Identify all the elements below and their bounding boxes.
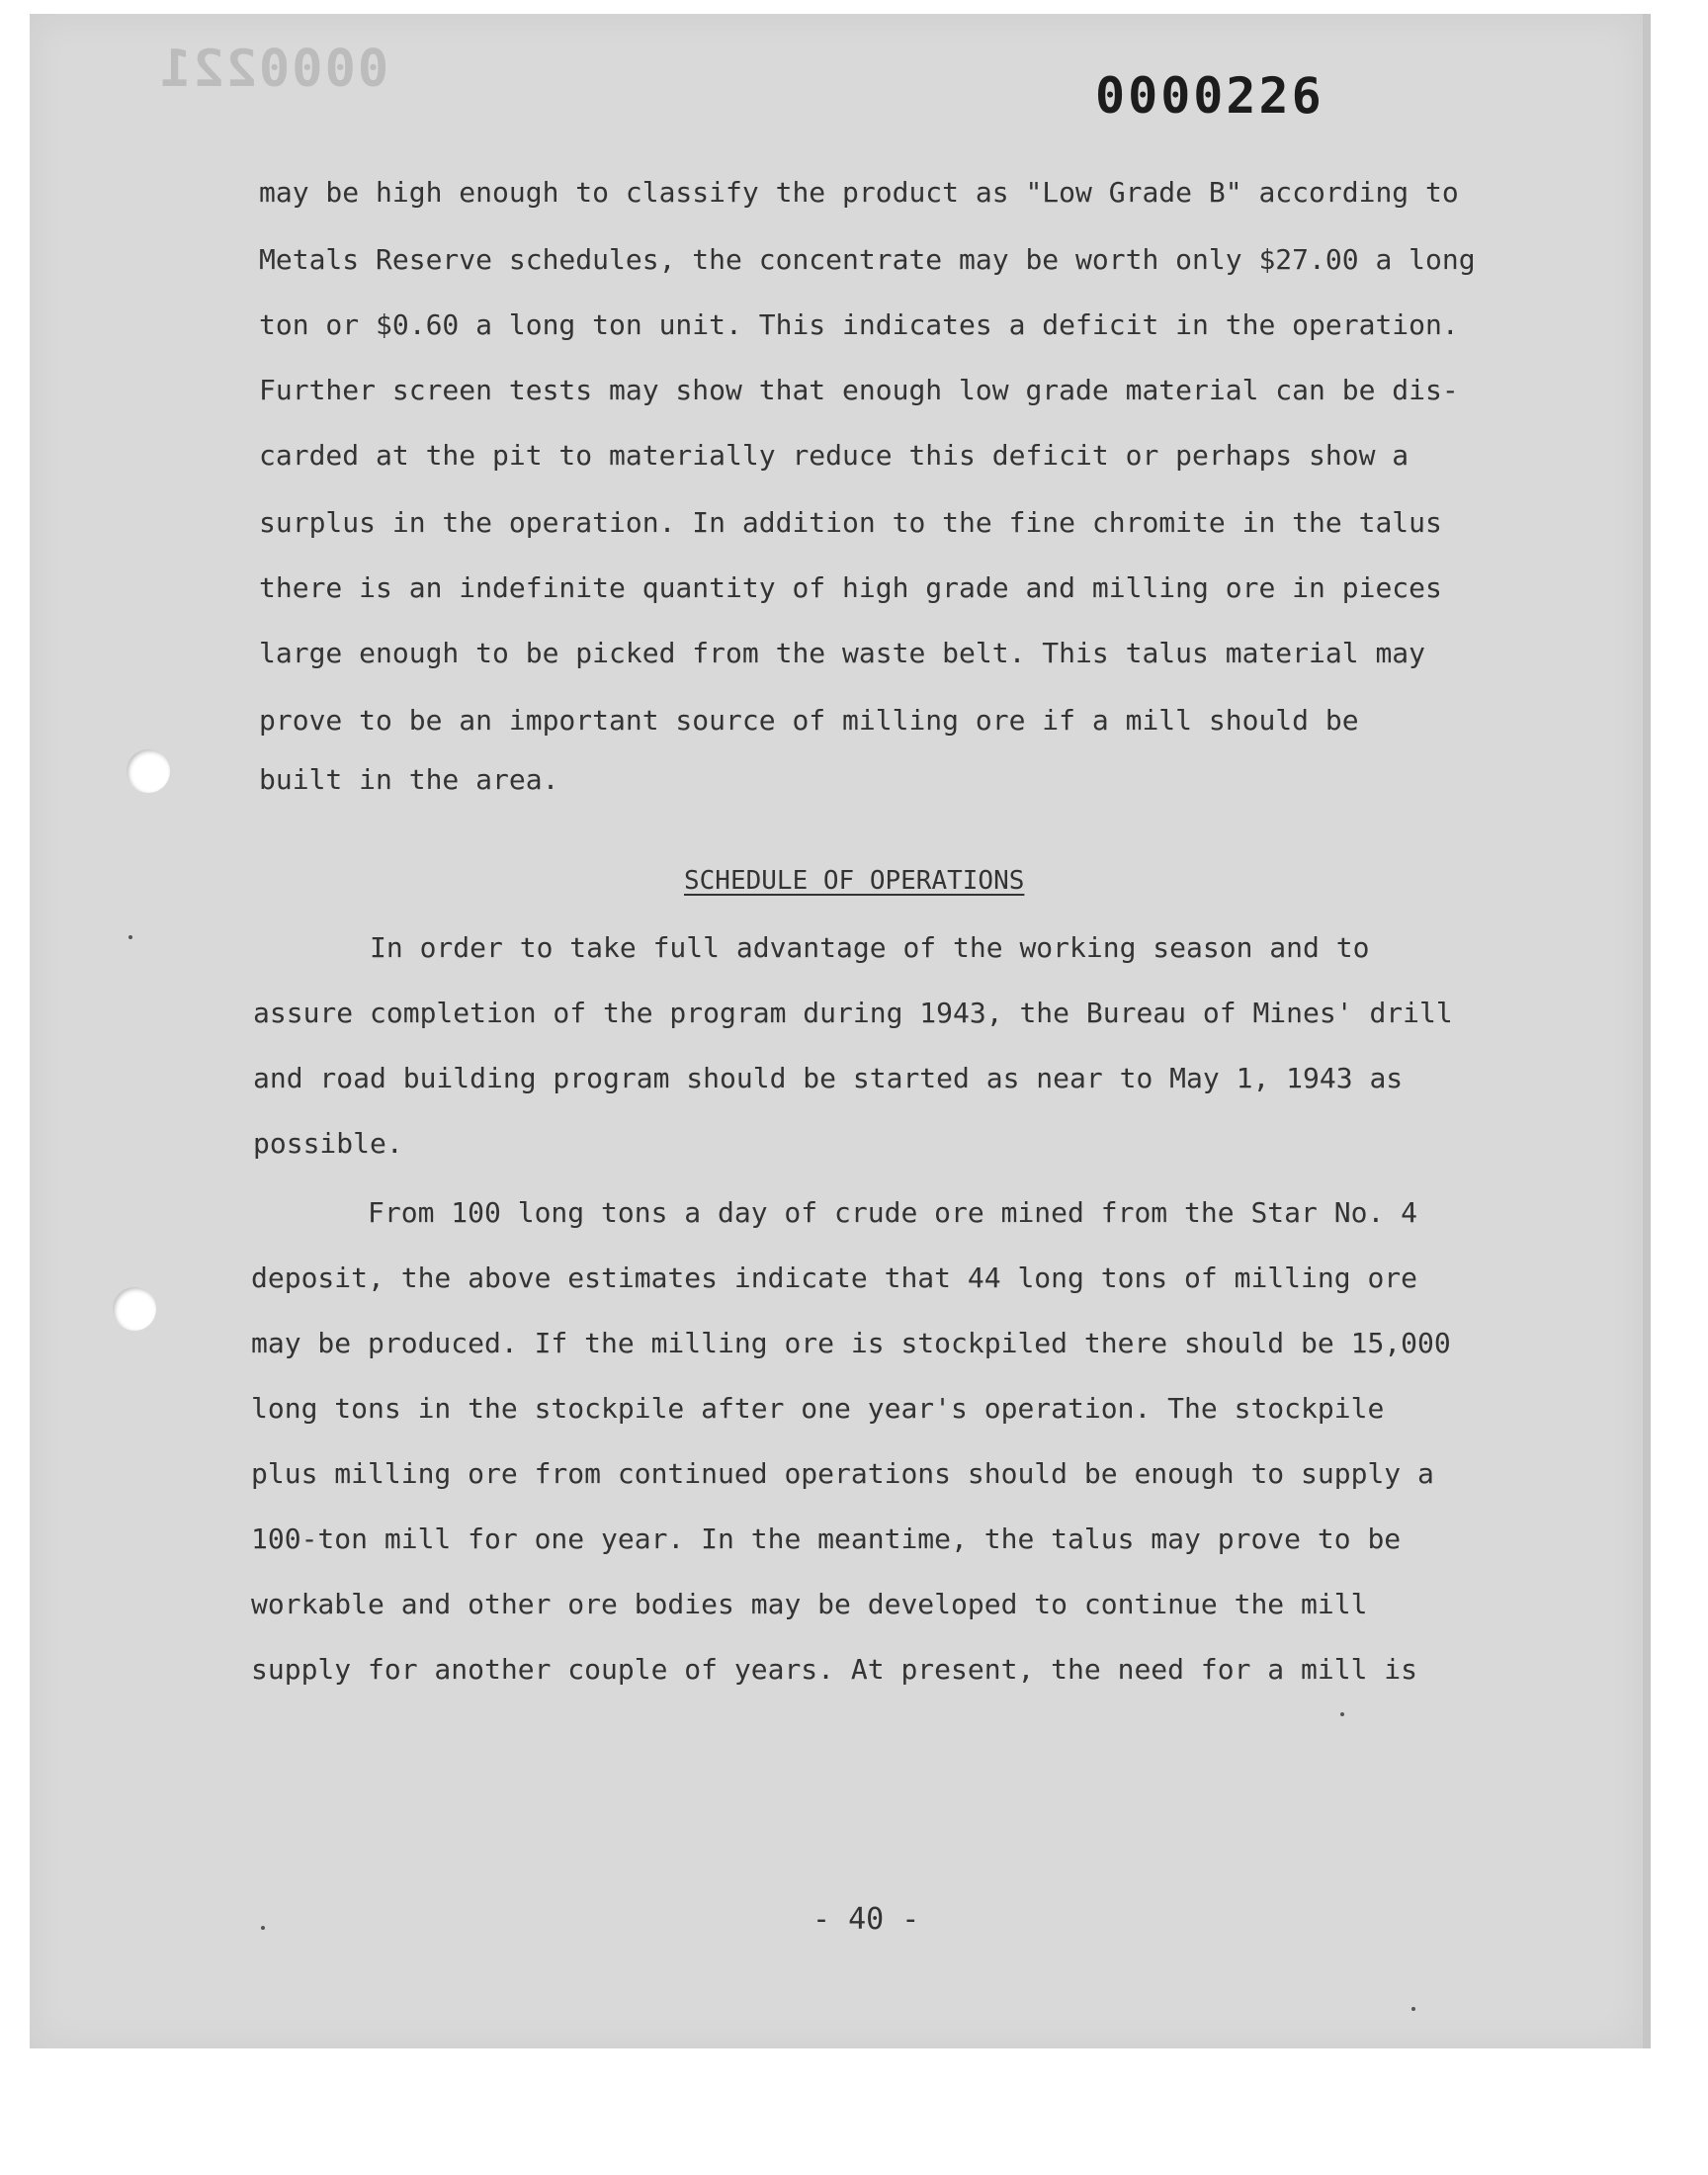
section-heading: SCHEDULE OF OPERATIONS [684,866,1025,896]
page-number: - 40 - [812,1902,920,1937]
bleed-through-number: 0000221 [158,40,389,99]
paragraph-2-line: and road building program should be started as near to May 1, 1943 as [253,1062,1404,1094]
paragraph-1-line: surplus in the operation. In addition to the fine chromite in the talus [259,506,1442,539]
paragraph-3-line: 100-ton mill for one year. In the meantime, the talus may prove to be [251,1522,1402,1555]
paragraph-3-line: deposit, the above estimates indicate that 44 long tons of milling ore [251,1262,1418,1294]
paragraph-2-line: In order to take full advantage of the working season and to [370,931,1370,964]
scan-speck [1411,2007,1415,2011]
paragraph-1-line: carded at the pit to materially reduce this deficit or perhaps show a [259,439,1409,472]
paragraph-1-line: Further screen tests may show that enough low grade material can be dis- [259,374,1459,406]
paragraph-1-line: may be high enough to classify the product as "Low Grade B" according to [259,176,1459,209]
paragraph-1-line: ton or $0.60 a long ton unit. This indicates a deficit in the operation. [259,308,1459,341]
paragraph-2-line: possible. [253,1127,403,1160]
paragraph-2-line: assure completion of the program during 1943, the Bureau of Mines' drill [253,997,1453,1029]
scan-speck [1340,1712,1344,1716]
paragraph-3-line: workable and other ore bodies may be developed to continue the mill [251,1588,1368,1620]
paragraph-1-line: built in the area. [259,763,559,796]
paragraph-1-line: Metals Reserve schedules, the concentrate may be worth only $27.00 a long [259,243,1476,276]
paragraph-1-line: large enough to be picked from the waste belt. This talus material may [259,637,1426,669]
paragraph-3-line: supply for another couple of years. At present, the need for a mill is [251,1653,1418,1686]
paragraph-1-line: prove to be an important source of milling ore if a mill should be [259,704,1359,737]
punch-hole-upper [127,749,170,793]
paragraph-1-line: there is an indefinite quantity of high grade and milling ore in pieces [259,571,1442,604]
paragraph-3-line: plus milling ore from continued operations should be enough to supply a [251,1457,1434,1490]
paragraph-3-line: From 100 long tons a day of crude ore mined from the Star No. 4 [368,1196,1418,1229]
paragraph-3-line: long tons in the stockpile after one year's operation. The stockpile [251,1392,1385,1425]
document-stamp-number: 0000226 [1095,67,1324,125]
punch-hole-lower [113,1287,156,1331]
scan-speck [128,935,132,939]
scan-speck [261,1926,265,1930]
paragraph-3-line: may be produced. If the milling ore is stockpiled there should be 15,000 [251,1327,1451,1359]
